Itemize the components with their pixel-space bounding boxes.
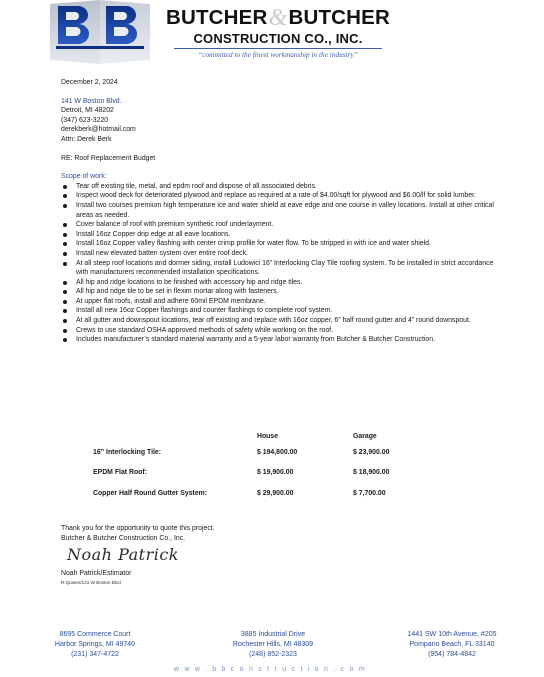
- scope-item-text: Install two courses premium high temperature ice and water shield at eave edge and one course in valley locations. Install at other critical areas as needed.: [76, 201, 494, 219]
- scope-title: Scope of work:: [61, 173, 107, 181]
- footer-line: 1441 SW 10th Avenue, #205: [407, 631, 497, 638]
- bullet-icon: [63, 309, 67, 313]
- bullet-icon: [63, 281, 67, 285]
- bullet-icon: [63, 262, 67, 266]
- footer-line: 3885 Industrial Drive: [240, 631, 306, 638]
- footer-address-rochester-hills: [225, 630, 321, 660]
- bullet-icon: [63, 233, 67, 237]
- scope-item-text: Install new elevated batten system over entire roof deck.: [76, 249, 248, 257]
- address-city: Detroit, MI 48202: [61, 107, 114, 115]
- scope-item-text: Includes manufacturer’s standard material warranty and a 5-year labor warranty from Butcher & Butcher Construction.: [76, 336, 435, 344]
- pricing-house: $ 29,900.00: [257, 489, 294, 497]
- scope-item-text: At all gutter and downspout locations, tear off existing and replace with 16oz copper, 6” half round gutter and 4” round downspout.: [76, 317, 471, 325]
- bullet-icon: [63, 319, 67, 323]
- scope-item-text: Inspect wood deck for deteriorated plywood and replace as required at a rate of $4.00/sqft for plywood and $6.00/lf for solid lumber.: [76, 192, 476, 200]
- scope-item-text: All hip and ridge tile to be set in flexim mortar along with fasteners.: [76, 288, 279, 296]
- pricing-house: $ 194,800.00: [257, 448, 298, 456]
- address-email: derekberk@hotmail.com: [61, 126, 136, 134]
- bullet-icon: [63, 185, 67, 189]
- scope-item: [61, 287, 501, 297]
- scope-item: [61, 259, 501, 278]
- scope-item: [61, 278, 501, 288]
- pricing-header-house: House: [257, 432, 279, 440]
- company-name-left: BUTCHER: [165, 6, 268, 29]
- address-attn: Attn: Derek Berk: [61, 135, 112, 143]
- letter-date: December 2, 2024: [61, 79, 118, 86]
- recipient-address: [61, 97, 501, 145]
- footer-line: (231) 347-4722: [71, 651, 119, 658]
- scope-item: [61, 316, 501, 326]
- scope-item: [61, 220, 501, 230]
- scope-item: [61, 335, 501, 345]
- footer-line: (954) 784-4842: [428, 651, 476, 658]
- footer-line: (248) 852-2323: [249, 651, 297, 658]
- address-street: 141 W Boston Blvd.: [61, 97, 122, 105]
- signer-block: [61, 569, 131, 587]
- pricing-label: EPDM Flat Roof:: [93, 469, 147, 477]
- bullet-icon: [63, 204, 67, 208]
- scope-item: [61, 191, 501, 201]
- address-phone: (347) 623-3220: [61, 116, 109, 124]
- footer-line: Rochester Hills, MI 48309: [232, 641, 314, 648]
- bullet-icon: [63, 338, 67, 342]
- company-header: [160, 6, 396, 59]
- footer-line: Harbor Springs, MI 49740: [54, 641, 136, 648]
- footer-line: Pompano Beach, FL 33140: [409, 641, 495, 648]
- scope-item: [61, 201, 501, 220]
- bullet-icon: [63, 252, 67, 256]
- scope-item: [61, 306, 501, 316]
- pricing-garage: $ 23,900.00: [353, 448, 390, 456]
- table-row: [93, 463, 423, 484]
- scope-item-text: Tear off existing tile, metal, and epdm roof and dispose of all associated debris.: [76, 182, 317, 190]
- footer-website: www.bbconstruction.com: [173, 666, 371, 673]
- scope-item: [61, 230, 501, 240]
- signer-title: Noah Patrick/Estimator: [61, 570, 132, 577]
- footer-address-pompano-beach: [396, 630, 508, 660]
- scope-item-text: At all steep roof locations and dormer siding, install Ludowici 16” Interlocking Clay Tile roofing system. To be installed in strict accordance with manufacturers recommended installation specifications.: [76, 259, 494, 277]
- pricing-label: 16” Interlocking Tile:: [93, 448, 162, 456]
- scope-list: [61, 182, 501, 345]
- scope-item: [61, 182, 501, 192]
- pricing-garage: $ 18,900.00: [353, 469, 390, 477]
- bullet-icon: [63, 290, 67, 294]
- company-name-right: BUTCHER: [288, 6, 391, 29]
- bullet-icon: [63, 223, 67, 227]
- scope-item-text: Install 16oz Copper drip edge at all eave locations.: [76, 230, 231, 238]
- handwritten-signature: Noah Patrick: [67, 545, 179, 564]
- company-tagline: “committed to the finest workmanship in the industry”: [198, 50, 358, 59]
- pricing-table: [93, 430, 423, 504]
- company-name: [160, 6, 396, 29]
- pricing-header-garage: Garage: [353, 432, 377, 440]
- pricing-header-row: [93, 430, 423, 442]
- footer-address-harbor-springs: [49, 630, 141, 660]
- bullet-icon: [63, 300, 67, 304]
- subject-line: RE: Roof Replacement Budget: [61, 154, 156, 162]
- bullet-icon: [63, 242, 67, 246]
- letter-body: [61, 78, 501, 345]
- scope-item-text: Cover balance of roof with premium synthetic roof underlayment.: [76, 221, 274, 229]
- footer-line: 8695 Commerce Court: [59, 631, 131, 638]
- closing-block: [61, 524, 215, 543]
- bullet-icon: [63, 329, 67, 333]
- company-logo-icon: [46, 0, 154, 64]
- scope-item: [61, 297, 501, 307]
- scope-item: [61, 239, 501, 249]
- company-name-ampersand: &: [268, 5, 288, 31]
- bullet-icon: [63, 194, 67, 198]
- scope-item-text: Install all new 16oz Copper flashings and counter flashings to complete roof system.: [76, 307, 333, 315]
- scope-item-text: Crews to use standard OSHA approved methods of safety while working on the roof.: [76, 326, 334, 334]
- scope-item-text: At upper flat roofs, install and adhere 60mil EPDM membrane.: [76, 297, 266, 305]
- header-divider: [174, 48, 382, 49]
- file-reference: R:Quotes/141 W Boston Blvd: [61, 580, 121, 586]
- scope-item: [61, 249, 501, 259]
- table-row: [93, 483, 423, 504]
- scope-item-text: All hip and ridge locations to be finished with accessory hip and ridge tiles.: [76, 278, 303, 286]
- pricing-header-blank: [93, 430, 257, 442]
- pricing-house: $ 19,900.00: [257, 469, 294, 477]
- scope-item-text: Install 16oz Copper valley flashing with center crimp profile for water flow. To be stripped in with ice and water shield.: [76, 240, 431, 248]
- scope-section: [61, 172, 501, 345]
- pricing-garage: $ 7,700.00: [353, 489, 386, 497]
- pricing-label: Copper Half Round Gutter System:: [93, 489, 208, 497]
- table-row: [93, 442, 423, 463]
- scope-item: [61, 326, 501, 336]
- company-subtitle: CONSTRUCTION CO., INC.: [193, 31, 363, 46]
- closing-company: Butcher & Butcher Construction Co., Inc.: [61, 534, 186, 542]
- closing-thanks: Thank you for the opportunity to quote this project.: [61, 525, 215, 532]
